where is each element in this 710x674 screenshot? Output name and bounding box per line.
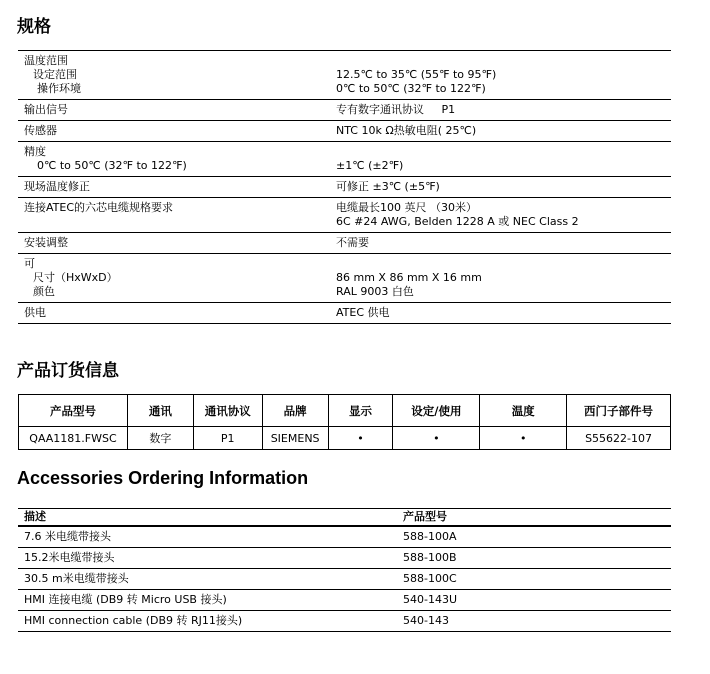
spec-label: 现场温度修正 xyxy=(24,180,90,193)
spec-row-sensor xyxy=(18,120,671,141)
spec-label: 尺寸（HxWxD） xyxy=(33,271,118,284)
specs-title: 规格 xyxy=(17,17,51,37)
spec-label: 安装调整 xyxy=(24,236,68,249)
spec-value: 6C #24 AWG, Belden 1228 A 或 NEC Class 2 xyxy=(336,215,579,228)
spec-row-power xyxy=(18,302,671,324)
spec-label: 供电 xyxy=(24,306,46,319)
order-cell: 数字 xyxy=(127,427,193,450)
order-header: 显示 xyxy=(328,395,393,427)
spec-row-calibration xyxy=(18,176,671,197)
accessory-model: 588-100C xyxy=(403,572,457,585)
table-row xyxy=(18,569,671,590)
spec-label: 输出信号 xyxy=(24,103,68,116)
spec-value: 专有数字通讯协议 P1 xyxy=(336,103,456,116)
accessories-header: 产品型号 xyxy=(403,510,447,523)
spec-table xyxy=(18,50,671,324)
order-cell: P1 xyxy=(193,427,262,450)
spec-label: 可 xyxy=(24,257,35,270)
order-header: 品牌 xyxy=(262,395,328,427)
spec-value: 电缆最长100 英尺 （30米） xyxy=(336,201,477,214)
accessory-desc: 15.2米电缆带接头 xyxy=(24,551,115,564)
table-row xyxy=(18,527,671,548)
order-cell: • xyxy=(480,427,567,450)
spec-value: 86 mm X 86 mm X 16 mm xyxy=(336,271,482,284)
accessory-desc: 7.6 米电缆带接头 xyxy=(24,530,111,543)
accessories-header: 描述 xyxy=(24,510,46,523)
spec-value: 不需要 xyxy=(336,236,369,249)
table-row xyxy=(19,427,671,450)
spec-row-install xyxy=(18,232,671,253)
spec-value: 0℃ to 50℃ (32℉ to 122℉) xyxy=(336,82,486,95)
order-table xyxy=(18,394,671,450)
spec-row-cable xyxy=(18,197,671,232)
spec-label: 设定范围 xyxy=(33,68,77,81)
spec-row-temperature xyxy=(18,50,671,99)
order-cell: • xyxy=(328,427,393,450)
spec-label: 连接ATEC的六芯电缆规格要求 xyxy=(24,201,174,214)
accessory-desc: HMI 连接电缆 (DB9 转 Micro USB 接头) xyxy=(24,593,227,606)
spec-label: 精度 xyxy=(24,145,46,158)
order-header: 温度 xyxy=(480,395,567,427)
accessory-desc: 30.5 m米电缆带接头 xyxy=(24,572,129,585)
accessory-model: 588-100A xyxy=(403,530,457,543)
spec-label: 传感器 xyxy=(24,124,57,137)
spec-value: ATEC 供电 xyxy=(336,306,390,319)
spec-row-output xyxy=(18,99,671,120)
accessories-table xyxy=(18,508,671,632)
order-cell: SIEMENS xyxy=(262,427,328,450)
table-row xyxy=(18,611,671,632)
spec-label: 操作环境 xyxy=(37,82,81,95)
order-cell: S55622-107 xyxy=(567,427,671,450)
order-header-row xyxy=(19,395,671,427)
spec-value: 可修正 ±3℃ (±5℉) xyxy=(336,180,440,193)
spec-value: NTC 10k Ω热敏电阻( 25℃) xyxy=(336,124,477,137)
accessories-title: Accessories Ordering Information xyxy=(17,468,309,488)
order-header: 通讯 xyxy=(127,395,193,427)
order-cell: QAA1181.FWSC xyxy=(19,427,128,450)
accessories-header-row xyxy=(18,508,671,527)
order-header: 产品型号 xyxy=(19,395,128,427)
spec-label: 0℃ to 50℃ (32℉ to 122℉) xyxy=(37,159,187,172)
spec-value: 12.5℃ to 35℃ (55℉ to 95℉) xyxy=(336,68,497,81)
spec-label: 温度范围 xyxy=(24,54,68,67)
spec-row-dimensions xyxy=(18,253,671,302)
accessory-model: 588-100B xyxy=(403,551,457,564)
spec-value: RAL 9003 白色 xyxy=(336,285,414,298)
spec-row-accuracy xyxy=(18,141,671,176)
order-header: 通讯协议 xyxy=(193,395,262,427)
table-row xyxy=(18,590,671,611)
spec-label: 颜色 xyxy=(33,285,55,298)
accessory-desc: HMI connection cable (DB9 转 RJ11接头) xyxy=(24,614,243,627)
order-header: 西门子部件号 xyxy=(567,395,671,427)
spec-value: ±1℃ (±2℉) xyxy=(336,159,404,172)
accessory-model: 540-143 xyxy=(403,614,449,627)
table-row xyxy=(18,548,671,569)
order-header: 设定/使用 xyxy=(393,395,480,427)
order-title: 产品订货信息 xyxy=(17,361,119,381)
accessory-model: 540-143U xyxy=(403,593,458,606)
order-cell: • xyxy=(393,427,480,450)
